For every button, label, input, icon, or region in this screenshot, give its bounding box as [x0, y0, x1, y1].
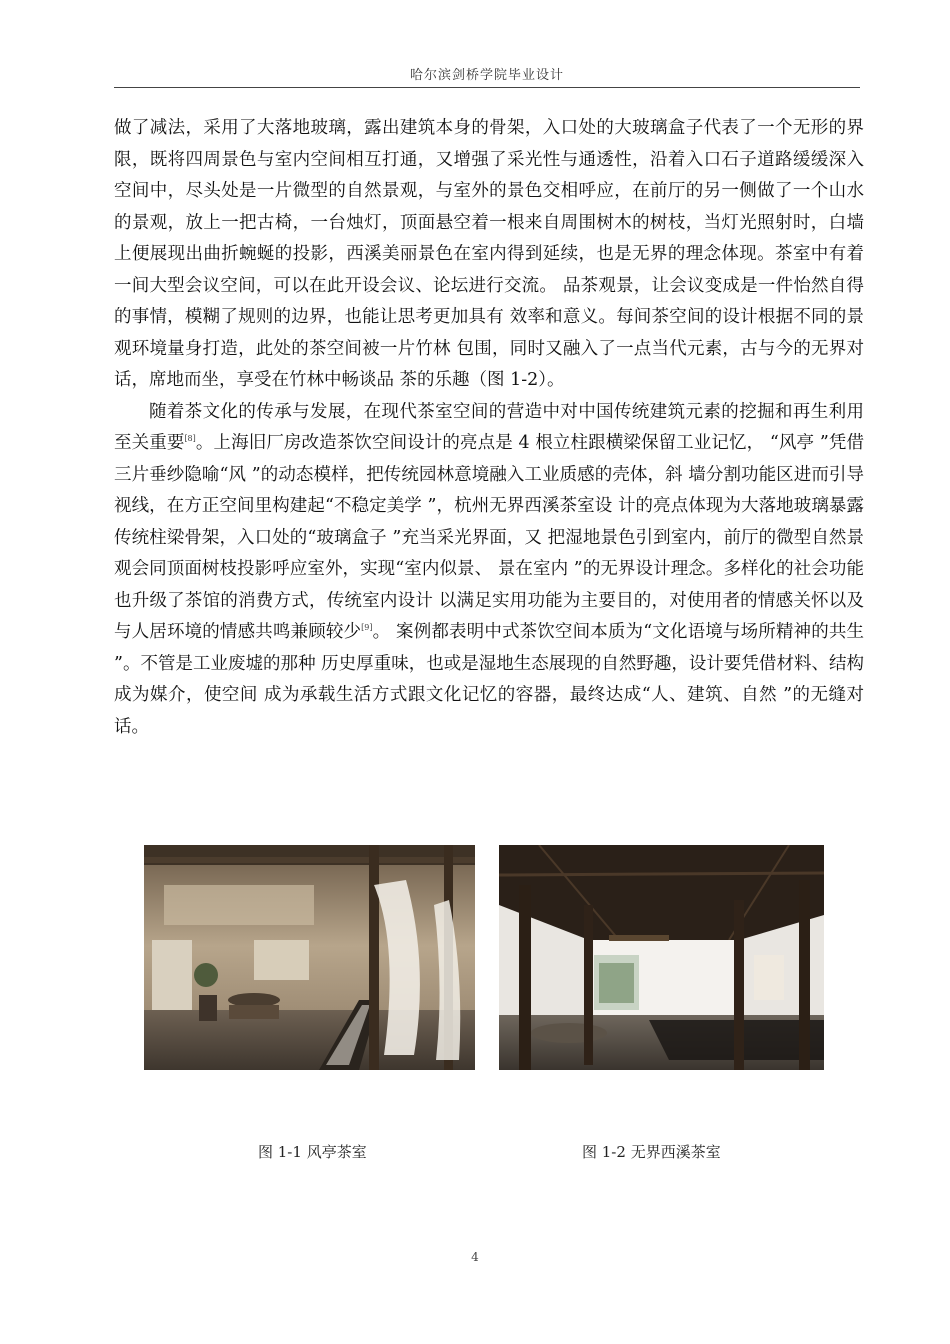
citation-9: [9] — [361, 623, 373, 633]
paragraph-2-part-3: 。 案例都表明中式茶饮空间本质为“文化语境与场所精神的共生 ”。不管是工业废墟的那种 历史厚重味，也或是湿地生态展现的自然野趣，设计要凭借材料、结构成为媒介，使空间 成为承载生活方式跟文化记忆的容器，最终达成“人、建筑、自然 ”的无缝对话。 — [114, 622, 865, 737]
figure-1-2-caption: 图 1-2 无界西溪茶室 — [582, 1143, 721, 1161]
page-header: 哈尔滨剑桥学院毕业设计 — [409, 68, 564, 83]
figure-1-1-caption: 图 1-1 风亭茶室 — [258, 1143, 367, 1161]
body-text — [114, 113, 864, 743]
citation-8: [8] — [184, 434, 196, 444]
paragraph-2 — [114, 397, 864, 744]
paragraph-1: 做了减法，采用了大落地玻璃，露出建筑本身的骨架，入口处的大玻璃盒子代表了一个无形的界限，既将四周景色与室内空间相互打通，又增强了采光性与通透性，沿着入口石子道路缓缓深入空间中，尽头处是一片微型的自然景观，与室外的景色交相呼应，在前厅的另一侧做了一个山水的景观，放上一把古椅，一台烛灯，顶面悬空着一根来自周围树木的树枝，当灯光照射时，白墙上便展现出曲折蜿蜒的投影，西溪美丽景色在室内得到延续，也是无界的理念体现。茶室中有着一间大型会议空间，可以在此开设会议、论坛进行交流。 品茶观景，让会议变成是一件怡然自得的事情，模糊了规则的边界，也能让思考更加具有 效率和意义。每间茶空间的设计根据不同的景观环境量身打造，此处的茶空间被一片竹林 包围，同时又融入了一点当代元素，古与今的无界对话，席地而坐，享受在竹林中畅谈品 茶的乐趣（图 1-2）。 — [114, 118, 864, 390]
paragraph-2-part-1: 随着茶文化的传承与发展，在现代茶室空间的营造中对中国传统建筑元素的挖掘和再生利用至关重要 — [114, 401, 864, 453]
paragraph-2-part-2: 。上海旧厂房改造茶饮空间设计的亮点是 4 根立柱跟横梁保留工业记忆， “风亭 ”凭借三片垂纱隐喻“风 ”的动态模样，把传统园林意境融入工业质感的壳体，斜 墙分割功能区进而引导视线，在方正空间里构建起“不稳定美学 ”，杭州无界西溪茶室设 计的亮点体现为大落地玻璃暴露传统柱梁骨架，入口处的“玻璃盒子 ”充当采光界面，又 把湿地景色引到室内，前厅的微型自然景观会同顶面树枝投影呼应室外，实现“室内似景、 景在室内 ”的无界设计理念。多样化的社会功能也升级了茶馆的消费方式，传统室内设计 以满足实用功能为主要目的，对使用者的情感关怀以及与人居环境的情感共鸣兼顾较少 — [114, 433, 864, 642]
header-rule — [114, 87, 860, 88]
figure-1-1-photo — [144, 845, 475, 1070]
page-number: 4 — [471, 1250, 479, 1264]
figure-1-2-photo — [499, 845, 824, 1070]
